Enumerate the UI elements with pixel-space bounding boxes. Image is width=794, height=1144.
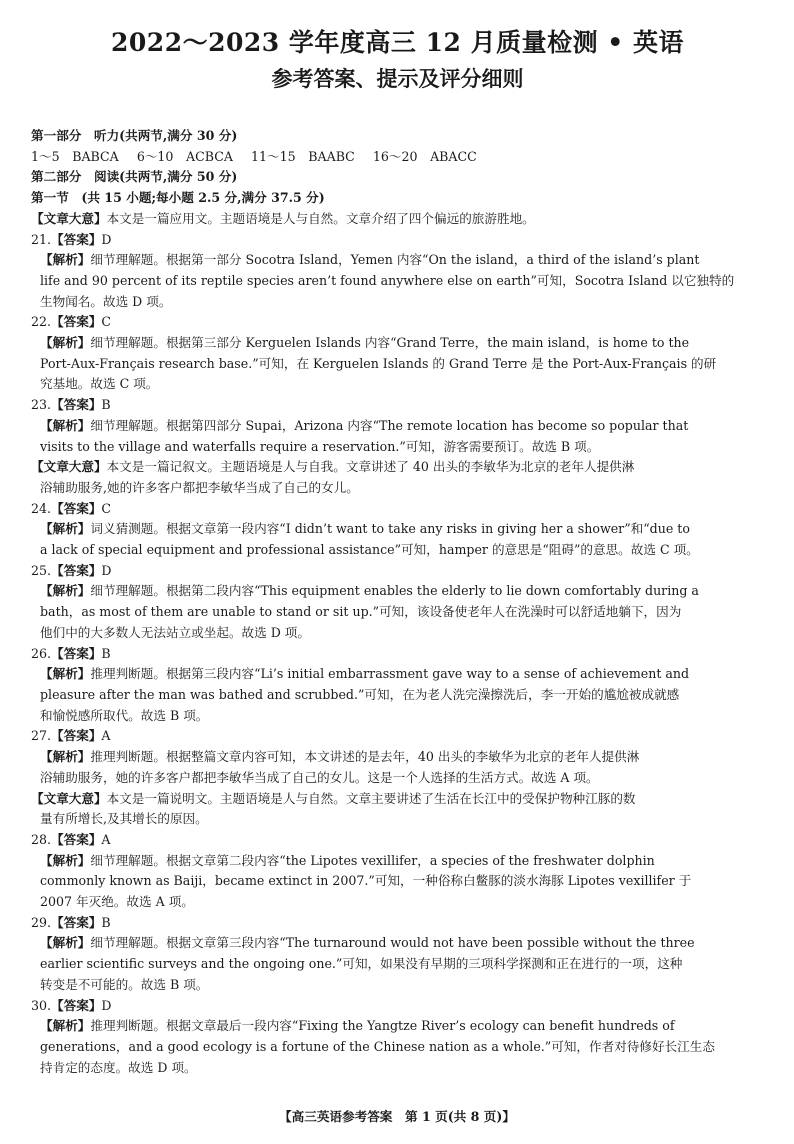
analysis-tag: 【解析】 (40, 935, 91, 951)
answer-value: A (101, 831, 111, 847)
analysis-line: earlier scientific surveys and the ongoing one.”可知，如果没有早期的三项科学探测和正在进行的一项，这种 (40, 956, 683, 972)
answer-tag: 【答案】 (51, 997, 102, 1013)
analysis-tag: 【解析】 (40, 521, 91, 537)
analysis-line: 和愉悦感所取代。故选 B 项。 (40, 707, 209, 723)
analysis-tag: 【解析】 (40, 749, 91, 765)
analysis-line: 2007 年灭绝。故选 A 项。 (40, 894, 194, 910)
analysis-tag: 【解析】 (40, 1018, 91, 1034)
part2-heading: 第二部分 阅读(共两节,满分 50 分) (31, 169, 238, 185)
answer-value: A (101, 728, 111, 744)
answer-tag: 【答案】 (51, 500, 102, 516)
section1-heading: 第一节 (共 15 小题;每小题 2.5 分,满分 37.5 分) (31, 190, 325, 206)
passage-summary: 【文章大意】本文是一篇说明文。主题语境是人与自然。文章主要讲述了生活在长江中的受保护物种江豚的数 (31, 790, 636, 806)
analysis-line: 【解析】细节理解题。根据第三部分 Kerguelen Islands 内容“Grand Terre，the main island，is home to the (40, 335, 690, 351)
analysis-tag: 【解析】 (40, 252, 91, 268)
summary-tag: 【文章大意】 (31, 459, 107, 475)
part1-heading: 第一部分 听力(共两节,满分 30 分) (31, 128, 238, 143)
answer-content (31, 126, 764, 1078)
analysis-line: 【解析】推理判断题。根据整篇文章内容可知，本文讲述的是去年，40 出头的李敏华为北京的老年人提供淋 (40, 749, 640, 765)
analysis-line: 转变是不可能的。故选 B 项。 (40, 976, 209, 992)
listening-answers (31, 147, 764, 168)
answer-line: 22.【答案】C (31, 314, 112, 330)
passage-summary-cont: 浴辅助服务,她的许多客户都把李敏华当成了自己的女儿。 (40, 479, 359, 495)
listening-group: 1～5 BABCA (31, 148, 119, 164)
page-subtitle: 参考答案、提示及评分细则 (271, 66, 524, 91)
analysis-tag: 【解析】 (40, 417, 91, 433)
listening-group: 11～15 BAABC (251, 148, 355, 164)
analysis-tag: 【解析】 (40, 583, 91, 599)
analysis-line: 【解析】推理判断题。根据第三段内容“Li’s initial embarrassment gave way to a sense of achievement and (40, 666, 690, 682)
answer-tag: 【答案】 (51, 914, 102, 930)
listening-group: 6～10 ACBCA (136, 148, 233, 164)
analysis-tag: 【解析】 (40, 666, 91, 682)
analysis-line: visits to the village and waterfalls require a reservation.”可知，游客需要预订。故选 B 项。 (40, 438, 600, 454)
answer-tag: 【答案】 (51, 728, 102, 744)
analysis-line: 【解析】细节理解题。根据第一部分 Socotra Island，Yemen 内容“On the island，a third of the island’s plant (40, 252, 700, 268)
answer-line: 29.【答案】B (31, 914, 111, 930)
answer-line: 28.【答案】A (31, 831, 111, 847)
analysis-line: pleasure after the man was bathed and scrubbed.”可知，在为老人洗完澡擦洗后，李一开始的尴尬被成就感 (40, 686, 680, 702)
analysis-line: 持肯定的态度。故选 D 项。 (40, 1059, 197, 1075)
analysis-line: Port-Aux-Français research base.”可知，在 Kerguelen Islands 的 Grand Terre 是 the Port-Aux-Français 的研 (40, 355, 717, 371)
listening-group: 16～20 ABACC (372, 148, 477, 164)
analysis-line: 【解析】细节理解题。根据文章第三段内容“The turnaround would not have been possible without the three (40, 935, 695, 951)
answer-tag: 【答案】 (51, 231, 102, 247)
analysis-tag: 【解析】 (40, 335, 91, 351)
answer-value: B (101, 397, 111, 413)
answer-line: 23.【答案】B (31, 397, 111, 413)
page-footer: 【高三英语参考答案 第 1 页(共 8 页)】 (279, 1109, 515, 1124)
analysis-line: bath，as most of them are unable to stand or sit up.”可知，该设备使老年人在洗澡时可以舒适地躺下，因为 (40, 604, 682, 620)
analysis-line: life and 90 percent of its reptile species aren’t found anywhere else on earth”可知，Socotra Island 以它独特的 (40, 272, 735, 288)
answer-value: D (101, 231, 112, 247)
answer-tag: 【答案】 (51, 397, 102, 413)
analysis-line: 【解析】细节理解题。根据文章第二段内容“the Lipotes vexillifer，a species of the freshwater dolphin (40, 852, 655, 868)
answer-line: 21.【答案】D (31, 231, 112, 247)
answer-value: C (101, 500, 112, 516)
answer-tag: 【答案】 (51, 645, 102, 661)
page-title: 2022～2023 学年度高三 12 月质量检测 • 英语 (111, 28, 684, 57)
answer-tag: 【答案】 (51, 314, 102, 330)
answer-line: 26.【答案】B (31, 645, 111, 661)
analysis-line: 他们中的大多数人无法站立或坐起。故选 D 项。 (40, 624, 310, 640)
analysis-line: 【解析】推理判断题。根据文章最后一段内容“Fixing the Yangtze River’s ecology can benefit hundreds of (40, 1018, 675, 1034)
passage-summary-cont: 量有所增长,及其增长的原因。 (40, 811, 208, 827)
answer-line: 25.【答案】D (31, 562, 112, 578)
answer-line: 24.【答案】C (31, 500, 112, 516)
answer-line: 30.【答案】D (31, 997, 112, 1013)
answer-line: 27.【答案】A (31, 728, 111, 744)
answer-value: C (101, 314, 112, 330)
analysis-line: commonly known as Baiji，became extinct in 2007.”可知，一种俗称白鳖豚的淡水海豚 Lipotes vexillifer 于 (40, 873, 692, 889)
analysis-tag: 【解析】 (40, 852, 91, 868)
passage-summary: 【文章大意】本文是一篇应用文。主题语境是人与自然。文章介绍了四个偏远的旅游胜地。 (31, 210, 535, 226)
analysis-line: a lack of special equipment and professional assistance”可知，hamper 的意思是“阻碍”的意思。故选 C 项。 (40, 542, 699, 558)
summary-tag: 【文章大意】 (31, 210, 107, 226)
analysis-line: 浴辅助服务，她的许多客户都把李敏华当成了自己的女儿。这是一个人选择的生活方式。故选 A 项。 (40, 769, 599, 785)
answer-value: B (101, 645, 111, 661)
analysis-line: 究基地。故选 C 项。 (40, 376, 159, 392)
analysis-line: 【解析】词义猜测题。根据文章第一段内容“I didn’t want to take any risks in giving her a shower”和“due to (40, 521, 690, 537)
summary-tag: 【文章大意】 (31, 790, 107, 806)
answer-tag: 【答案】 (51, 831, 102, 847)
answer-tag: 【答案】 (51, 562, 102, 578)
analysis-line: generations，and a good ecology is a fortune of the Chinese nation as a whole.”可知，作者对待修好长江生态 (40, 1038, 715, 1054)
answer-value: D (101, 997, 112, 1013)
answer-value: B (101, 914, 111, 930)
analysis-line: 生物闻名。故选 D 项。 (40, 293, 172, 309)
analysis-line: 【解析】细节理解题。根据第四部分 Supai，Arizona 内容“The remote location has become so popular that (40, 417, 689, 433)
analysis-line: 【解析】细节理解题。根据第二段内容“This equipment enables the elderly to lie down comfortably during a (40, 583, 699, 599)
answer-value: D (101, 562, 112, 578)
passage-summary: 【文章大意】本文是一篇记叙文。主题语境是人与自我。文章讲述了 40 出头的李敏华为北京的老年人提供淋 (31, 459, 635, 475)
